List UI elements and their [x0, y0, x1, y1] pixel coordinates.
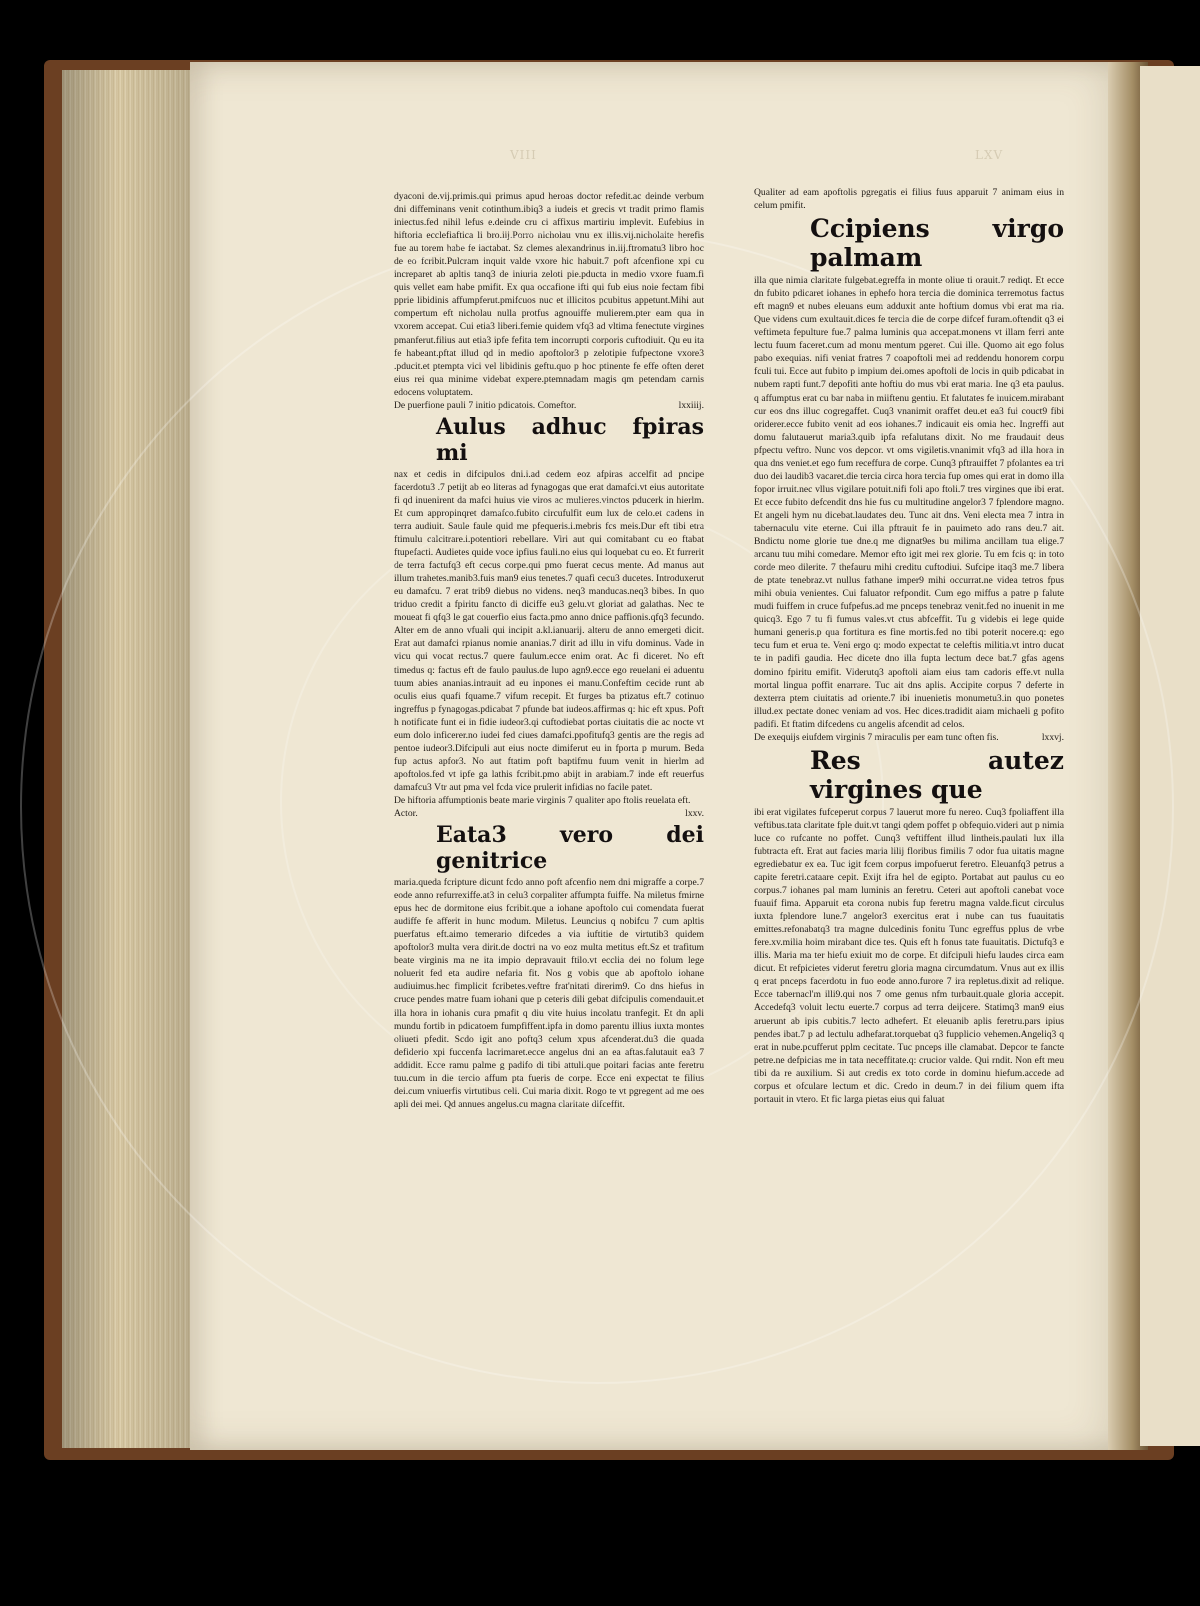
right-heading-1: Ccipiens virgo palmam [810, 214, 1064, 273]
left-rubric-1-number: lxxiiij. [678, 399, 704, 411]
left-rubric-2 [394, 794, 704, 820]
right-paragraph-3: ibi erat vigilates fufceperut corpus 7 lauerut more fu nereo. Cuq3 fpoliaffent illa veftibus.tata claritate fple duit.vt tangi qdem poffet p obfequio.videri aut p nimia luce co rufcante no poffet. Cunq3 veftiffent illud lintheis.paulati lux illa fubtracta eft. Erat aut facies maria lilij floribus fimilis 7 odor fua uitatis magne egrediebatur ex ea. Tuc igit fcem corpus impofuerut feretro. Eleuanfq3 petrus a capite feretri.cataare cepit. Exijt ifra hel de egipto. Portabat aut paulus cu eo corpus.7 iohanes pal mam luminis an feretru. Ceteri aut apoftoli canebat voce fuauif fima. Apparuit eta corona nubis fup feretru magna valde.ficut circulus iuxta fplendore lune.7 angelor3 exercitus erat i nube can tus fuauitatis emittes.refonabatq3 tra magne dulcedinis fonitu Tunc egreffus pplus de vrbe fere.xv.milia hoim mirabant dice tes. Quis eft h fonus tate fuauitatis. Dictufq3 e illis. Maria ma ter hiefu exiuit mo de corpe. Et difcipuli hiefu laudes circa eam dicut. Et refpicietes viderut feretru gloria magna circumdatum. Vnus aut ex illis q erat pnceps facerdotu in fuo eode anno.furore 7 ira repletus.dixit ad relique. Ecce tabernacl'm illi9.qui nos 7 ome genus nfm turbauit.quale gloria accepit. Accedefq3 voluit lectu euerte.7 corpus ad terra deijcere. Statimq3 man9 eius aruerunt ab ipis cubitis.7 lecto adhefert. Et eleuanib aplis feretru.pars ipius pendes ibat.7 p ad lectulu adhefarat.torquebat q3 fupplicio vehemen.Angeliq3 q erat in nube.pcufferut pplm cecitate. Tuc pnceps ille clamabat. Depcor te fancte petre.ne defpicias me in tata neceffitate.q: crucior valde. Qui rndit. Non eft meu tibi da re auxilium. Si aut credis ex toto corde in dominu hiefum.accede ad corpus et ofculare lectum et dic. Credo in deum.7 in dei filium quem ifta portauit in vtero. Et fic larga pietas eius qui faluat [754, 806, 1064, 1105]
right-paragraph-2: illa que nimia claritate fulgebat.egreffa in monte oliue ti orauit.7 rediqt. Et ecce dn fubito pdicaret iohanes in ephefo hora tercia die dominica terremotus factus eft magn9 et nubes eleuans eum adduxit ante hoftium domus vbi erat ma ria. Que videns cum exultauit.dices fe tercia die de corpe difcef furam.oftendit q3 ei veftimeta fepulture fue.7 palma luminis qua accepat.monens vt illam ferri ante lectu fuum faceret.cum ad monu mentum pgeret. Cui ille. Quomo ait ego folus pabo exequias. nifi veniat fratres 7 coapoftoli mei ad reddendu honorem corpu fculi tui. Ecce aut fubito p impium dei.omes apoftoli de locis in quib pdicabat in nubem rapti funt.7 depofiti ante hoftiu do mus vbi erat maria. Ine q3 eta paulus. q affumptus erat cu bar naba in miiftenu gentiu. Et falutates fe inuicem.mirabant cur eos dns illuc cogregaffet. Cuq3 vnanimit oraffet deu.et ea3 fui couct9 fibi oriderer.ecce fubito venit ad eos iohanes.7 indicauit eis omia hec. Ingreffi aut domu falutauerut maria3.quib ipfa refalutans dixit. No me fraudauit deus pfpectu veftro. Nunc vos depcor. vt oms vigiletis.vnanimit vfq3 ad illa hora in qua dns veniet.et ego fum receffura de corpe. Cunq3 pftrauiffet 7 pfolantes ea tri duo dei laudib3 vacaret.die tercia circa hora tercia fup omes qui erat in domo illa fopor irruit.nec vllus vigilare potuit.nifi foli apo ftoli.7 tres virgines que ibi erat. Et ecce fubito defcendit dns hie fus cu multitudine angelor3 7 fplendore magno. Et angeli hym nu dicebat.laudates deu. Tunc ait dns. Veni electa mea 7 intra in tabernaculu vite eterne. Cui illa pftrauit fe in pauimeto ado rans deu.7 ait. Bndictu nome glorie tue dne.q me dignat9es bu milima ancillam tua elige.7 arcanu tuu mihi comedare. Memor efto igit mei rex glorie. Tu em fcis q: in toto corde meo dilerite. 7 thefauru mihi creditu cuftodiui. Sufcipe itaq3 me.7 libera de ptate tenebraz.vt nullus fathane imper9 mihi occurrat.ne videa tetros fpus mihi obuia venientes. Cui faluator refpondit. Cum ego miffus a patre p falute mudi fuiffem in cruce fufpefus.ad me pnceps tenebraz venit.fed no inuenit in me quicq3. Ego 7 tu fi fumus vales.vt ctus abfceffit. Tu g videbis ei lege quide humani generis.p qua fortitura es fine mortis.fed no tibi poterit nocere.q: ego tecu fum et erua te. Veni ergo q: modo expectat te celeftis militia.vt intro ducat te in padifi gaudia. Hec dicete dno illa fupta lectum dece bat.7 gfas agens domino fpiritu emifit. Viderutq3 apoftoli aiam eius tam cadoris effe.vt nulla mortal lingua poffit enarrare. Tuc ait dns aplis. Accipite corpus 7 deferte in dexterra ptem ciuitatis ad oriente.7 ibi inuenietis monumetu3.in quo ponetes illud.ex pectate donec veniam ad vos. Hec dices.tradidit aiam michaeli g pofito padifi. Et ftatim difcedens cu angelis afcendit ad celos. [754, 275, 1064, 730]
left-paragraph-2: nax et cedis in difcipulos dni.i.ad cedem eoz afpiras accelfit ad pncipe facerdotu3 .7 petijt ab eo literas ad fynagogas que erat damafci.vt eius autoritate fi qd inuenirent da mafci huius vie viros ac mulieres.vinctos pducerk in hierlm. Et cum appropinqret damafco.fubito circufulfit eum lux de celo.et cadens in terra audiuit. Saule faule quid me pfequeris.i.mebris fcs meis.Dur eft tibi etra ftimulu calcitrare.i.potentiori rebellare. Viri aut qui comitabant cu eo ftabat ftupefacti. Audietes quide voce ipfius fauli.no eius qui loquebat cu eo. Et furrerit de terra factufq3 eft cecus corpe.qui pmo fuerat cecus mente. Ad manus aut illum trahetes.manib3.fuis man9 eius tenetes.7 quafi cecu3 ducetes. Introduxerut eu damafcu. 7 erat trib9 diebus no videns. neq3 manducas.neq3 bibes. In quo triduo credit a fpiritu fancto di diciffe eu3 gelu.vt gloriat ad galathas. Nec te moueat fi qfq3 le gat couerfio eius facta.pmo anno dnice paffionis.qfq3 fecundo. Alter em de anno vfuali qui incipit a.kl.ianuarij. alteru de anno emergeti dicit. Erat aut damafci rpianus nomie ananias.7 dirit ad illu in vifu dominus. Vade in vicu qui vocat rectus.7 quere faulum.ecce enim orat. Ac fi diceret. No eft timedus q: factus eft de faulo paulus.de lupo agn9.ecce ego reuelani ei aduentu tuum abies ananias.intrauit ad eu inpones ei manu.Confeftim cecide runt ab oculis eius quafi fquame.7 vifum recepit. Et furges ba ptizatus eft.7 cotinuo ingreffus p fynagogas.pdicabat 7 pfunde bat iudeos.affirmas q: hic eft xpus. Poft h notificate funt ei in fidie iudeor3.qi cuftodiebat portas ciuitatis die ac nocte vt eum dolo inficerer.no iudei fed ciues damafci.ppofitufq3 gentis are the regis ad pentoe iudeor3.Difcipuli aut eius nocte dimiferut eu in fporta p murum. Beda fup actus apfor3. No aut ftatim poft baptifmu fuum venit in hierlm ad apoftolos.fed vt ipfe ga lathis fcribit.pmo abijt in arabiam.7 inde eft reuerfus damafcu3 Vtr aut pma vel fcda vice prulerit infidias no facile patet. [394, 468, 704, 793]
left-heading-2: Eata3 vero dei genitrice [436, 822, 704, 875]
right-text-column [754, 186, 1064, 1272]
facing-page-edge [1140, 66, 1200, 1446]
left-rubric-2-number: lxxv. [685, 808, 704, 820]
running-head-left: VIII [510, 148, 537, 162]
page-edges-shading [62, 70, 202, 1448]
right-rubric-1-number: lxxvj. [1041, 731, 1064, 743]
left-rubric-2-text: De hiftoria affumptionis beate marie virginis 7 qualiter apo ftolis reuelata eft. Actor. [394, 794, 691, 820]
right-heading-2: Res autez virgines que [810, 745, 1064, 804]
left-paragraph-3: maria.queda fcripture dicunt fcdo anno poft afcenfio nem dni migraffe a corpe.7 eode anno refurrexiffe.at3 in celu3 corpaliter affumpta fuiffe. Na miletus fmirne epus hec de dormitone eius fcribit.que a iohane apoftolo cui comendata fuerat audiffe fe afferit in hunc modum. Miletus. Leuncius q nobifcu 7 cum apltis puerfatus eft.aimo temerario difcedes a via iuftitie de virtutib3 quidem apoftolor3 multa vera dirit.de doctri na vo eoz multa metitus eft.Sz et trafitum beate virginis ma ne ita impio depravauit ftilo.vt ecclia dei no folum lege noluerit fed eta audire nefaria fit. Nos g vobis que ab apoftolo iohane audiuimus.hec fimplicit fcribetes.veftre frat'nitati direrim9. Co dns hiefus in cruce pendes matre fuam iohani que p ceteris dili gebat difcipulis comendauit.et illa hora in iohanis cura pmafit q diu vite huius incolatu tranfegit. Et dn apli mundu fortib in pdicatoem fumpfiffent.ipfa in domo parentu illius iuxta montes oliueti pfedit. Scdo igit ano poftq3 celum xpus afcenderat.du3 die quada defiderio xpi fuccenfa lacrimaret.ecce angelus dni an ea aftas.falutauit ea3 7 addidit. Ecce ramu palme g padifo di tibi attuli.que poitari facias ante feretru tuu.cum in die tercio affum pta fueris de corpe. Ecce eni expectat te filius dei.cum vniuerfis virtutibus celi. Cui maria dixit. Rogo te vt pgregent ad me oes apli dei mei. Qd annues angelus.cu magna claritate difceffit. [394, 877, 704, 1110]
right-rubric-1-text: De exequijs eiufdem virginis 7 miraculis per eam tunc often fis. [754, 731, 999, 743]
right-rubric-1 [754, 731, 1064, 744]
left-heading-1: Aulus adhuc fpiras mi [436, 413, 704, 466]
left-text-column [394, 190, 704, 1270]
left-rubric-1-text: De puerfione pauli 7 initio pdicatois. Comeftor. [394, 399, 577, 411]
left-rubric-1 [394, 399, 704, 412]
left-paragraph-1: dyaconi de.vij.primis.qui primus apud heroas doctor refedit.ac deinde verbum dni diffeminans venit cotinthum.ibiq3 a iudeis et grecis vt tradit primo flamis iniectus.fed nihil lefus e.deinde cru ci affixus martiriu implevit. Eufebius in hiftoria ecclefiaftica li bro.iij.Porro nicholau vnu ex illis.vij.nicholaite herefis fue au torem habe fe iactabat. Sz clemes alexandrinus in.iij.ftromatu3 libro hoc de eo fcribit.Pulcram inquit valde vxore hic habuit.7 poft afcenfione xpi cu increparet ab apltis tanq3 de iniuria zeloti pie.pducta in medio vxore fuam.fi quis vellet eam habe pmifit. Ex qua occafione ifti qui fub eius noie fectam fibi pprie libidinis affumpferut.pmifcuos nuc et illicitos pcubitus appetunt.Mihi aut compertum eft nicholau nulla protfus agnouiffe mulierem.pter eam qua in vxorem accepat. Cui etia3 liberi.femie quidem vfq3 ad vltima fenectute virgines pmanferut.filius aut etia3 ipfe fefita tem incorrupti corporis cuftodiuit. Qu eu ita fe habeant.pftat illud qd in medio apoftolor3 p zelotipie fufpectone vxore3 .pducit.et ptempta vici vel libidinis geftu.quo p hoc ptinente fe effe often deret eius rei qua minime videbat expere.ptemnadam magis qm petendam carnis edocens voluptatem. [394, 191, 704, 398]
right-paragraph-1: Qualiter ad eam apoftolis pgregatis ei filius fuus apparuit 7 animam eius in celum pmifit. [754, 187, 1064, 212]
running-head-right: LXV [975, 148, 1004, 162]
